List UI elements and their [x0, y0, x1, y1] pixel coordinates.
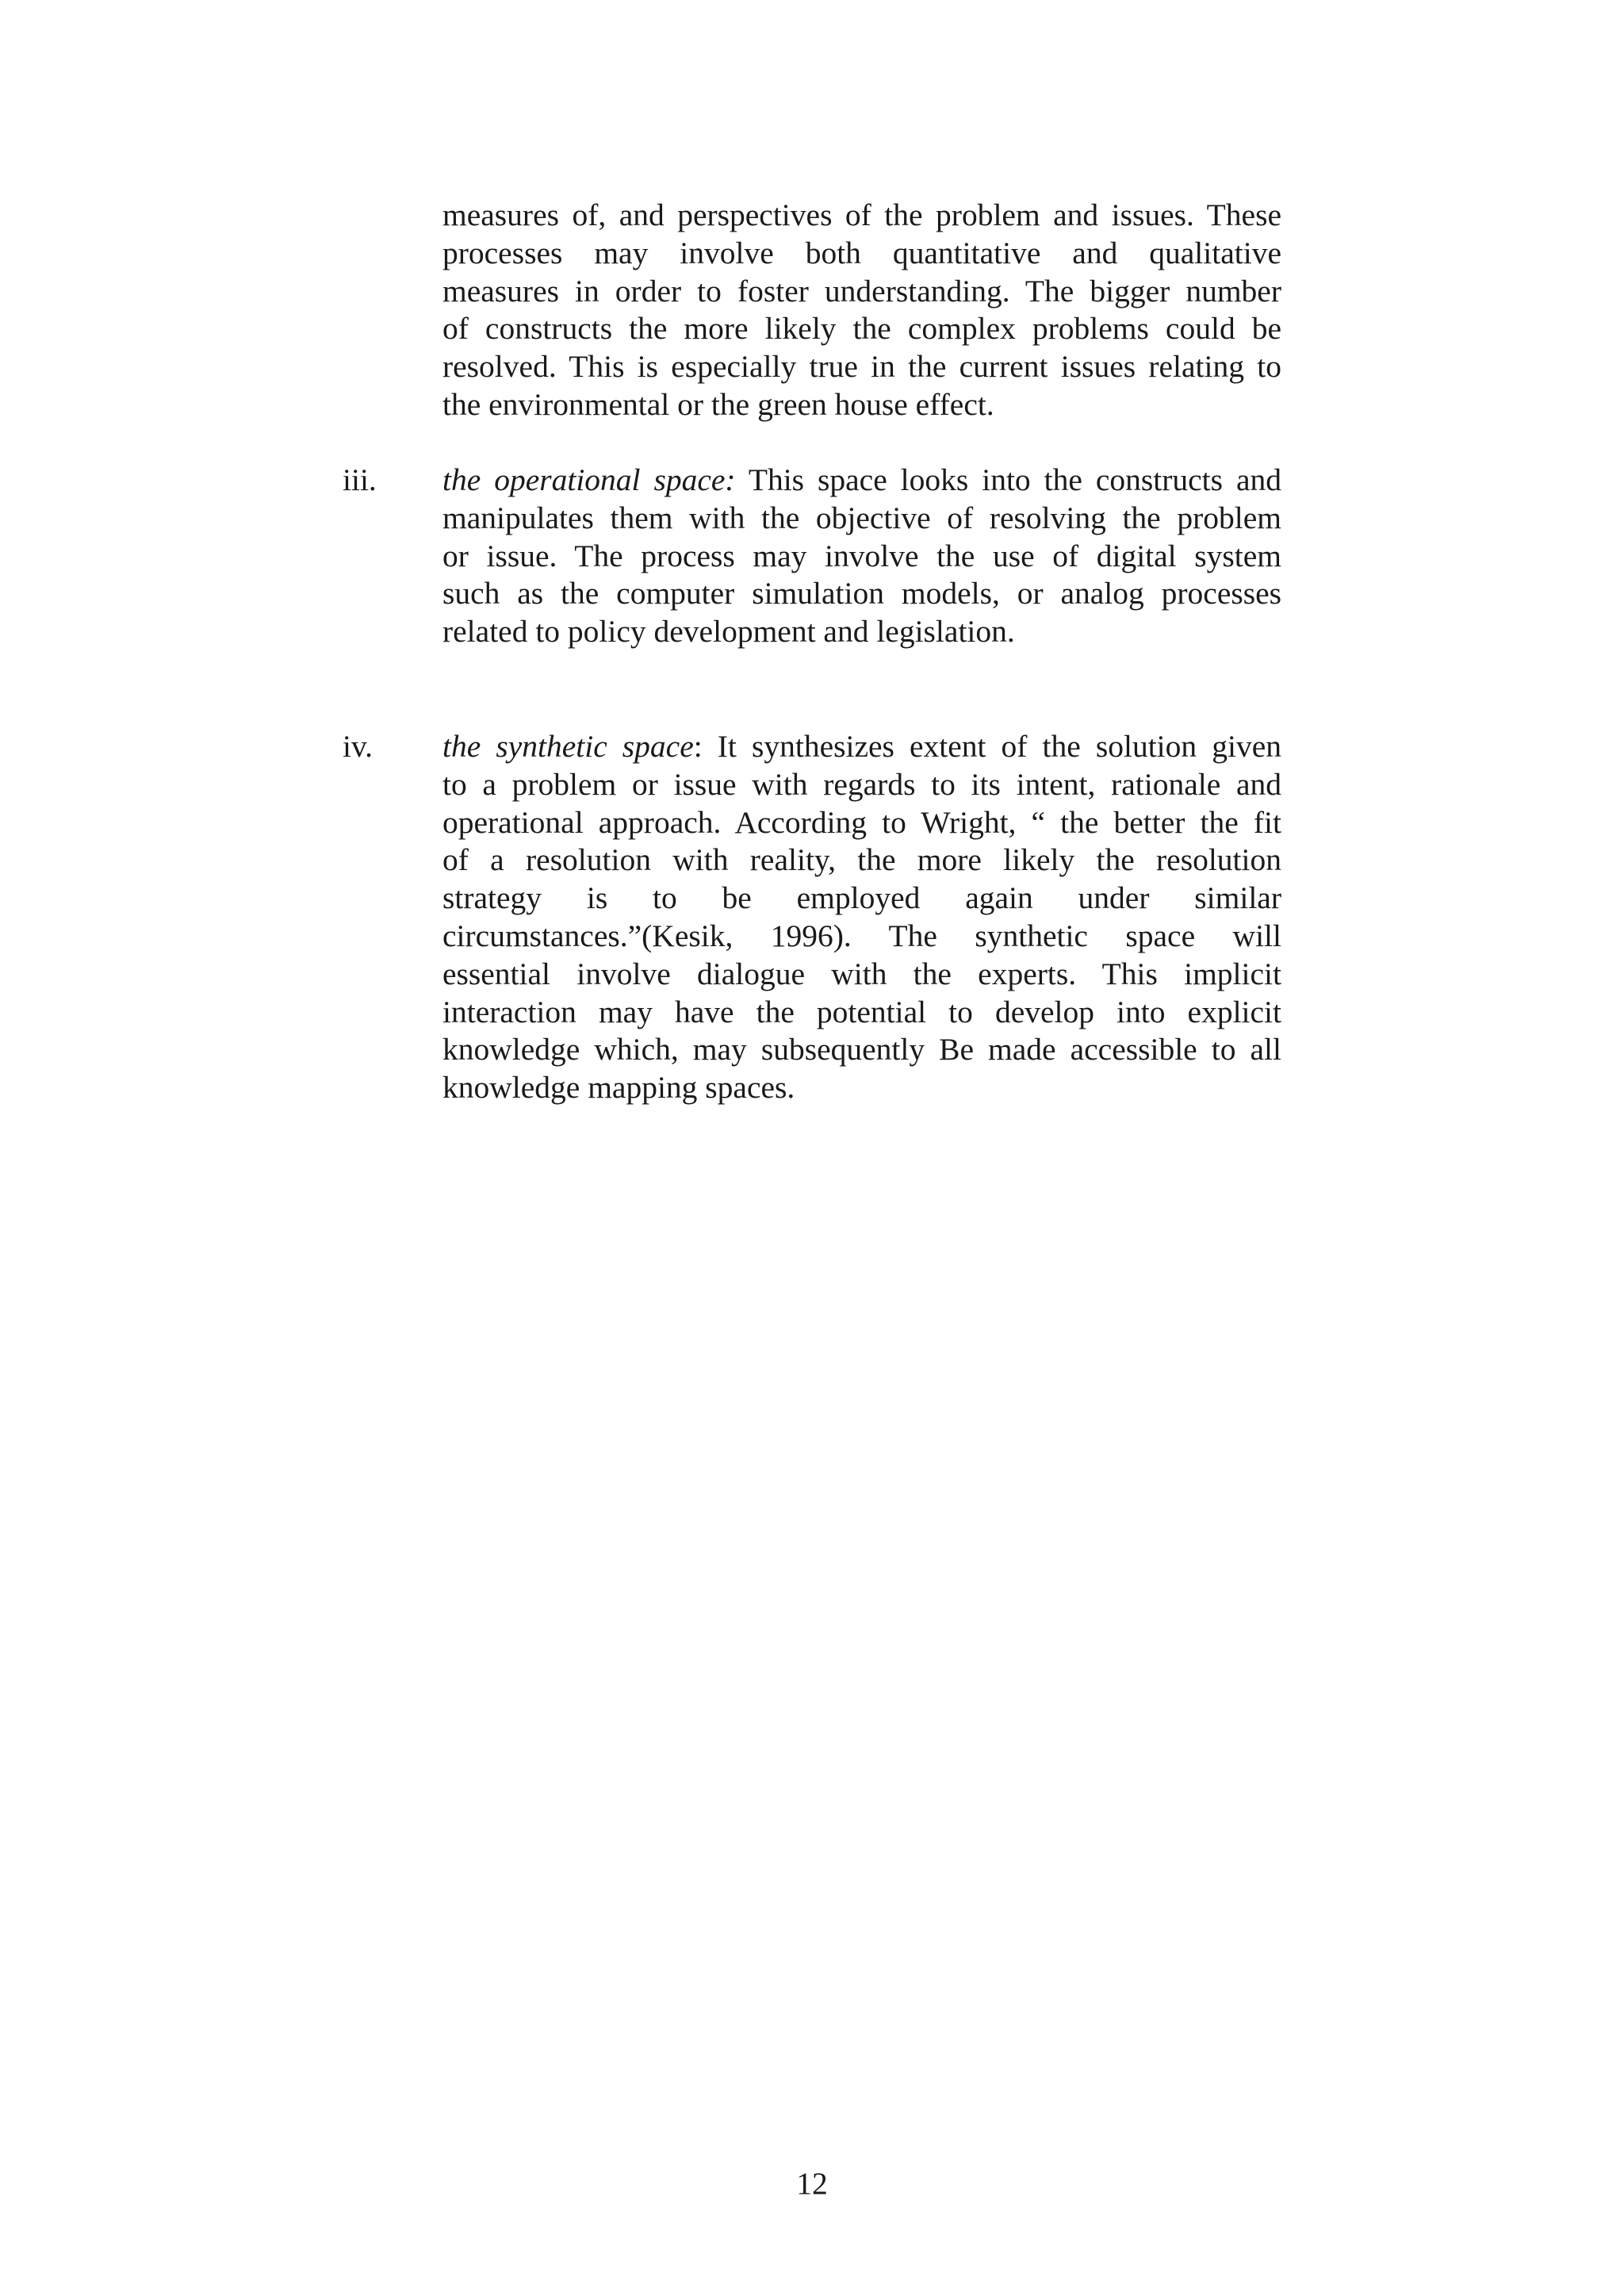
item-iii-paragraph — [442, 462, 1281, 651]
item-iii-first-line: This space looks into the constructs and — [735, 462, 1281, 497]
text-line: knowledge which, may subsequently Be made accessible to all — [442, 1032, 1281, 1068]
text-line: or issue. The process may involve the use of digital system — [442, 538, 1281, 573]
text-line: of constructs the more likely the complex problems could be — [442, 311, 1281, 347]
text-line: essential involve dialogue with the experts. This implicit — [442, 956, 1281, 991]
text-line: measures of, and perspectives of the problem and issues. These — [442, 197, 1281, 232]
text-line: measures in order to foster understanding. The bigger number — [442, 273, 1281, 309]
text-line: circumstances.”(Kesik, 1996). The synthetic space will — [442, 918, 1281, 953]
page-number: 12 — [796, 2166, 828, 2201]
item-iv-first-line: : It synthesizes extent of the solution given — [693, 729, 1281, 764]
item-iii-term: the operational space: — [442, 462, 736, 497]
text-line — [442, 728, 1281, 766]
text-line: operational approach. According to Wright, “ the better the fit — [442, 804, 1281, 840]
text-line: manipulates them with the objective of resolving the problem — [442, 500, 1281, 535]
text-line: knowledge mapping spaces. — [442, 1070, 795, 1106]
text-line: interaction may have the potential to develop into explicit — [442, 994, 1281, 1029]
text-line: such as the computer simulation models, or analog processes — [442, 576, 1281, 611]
text-line: processes may involve both quantitative and qualitative — [442, 235, 1281, 270]
list-marker-iii: iii. — [343, 462, 377, 497]
continuation-paragraph — [442, 197, 1281, 424]
list-marker-iv: iv. — [343, 729, 373, 764]
text-line: to a problem or issue with regards to its intent, rationale and — [442, 766, 1281, 802]
item-iv-term: the synthetic space — [442, 729, 694, 764]
item-iv-paragraph — [442, 728, 1281, 1107]
text-line: resolved. This is especially true in the current issues relating to — [442, 349, 1281, 385]
text-line — [442, 462, 1281, 500]
text-line: of a resolution with reality, the more likely the resolution — [442, 842, 1281, 878]
text-line: related to policy development and legislation. — [442, 614, 1015, 650]
text-line: strategy is to be employed again under similar — [442, 880, 1281, 916]
text-line: the environmental or the green house effect. — [442, 386, 994, 422]
